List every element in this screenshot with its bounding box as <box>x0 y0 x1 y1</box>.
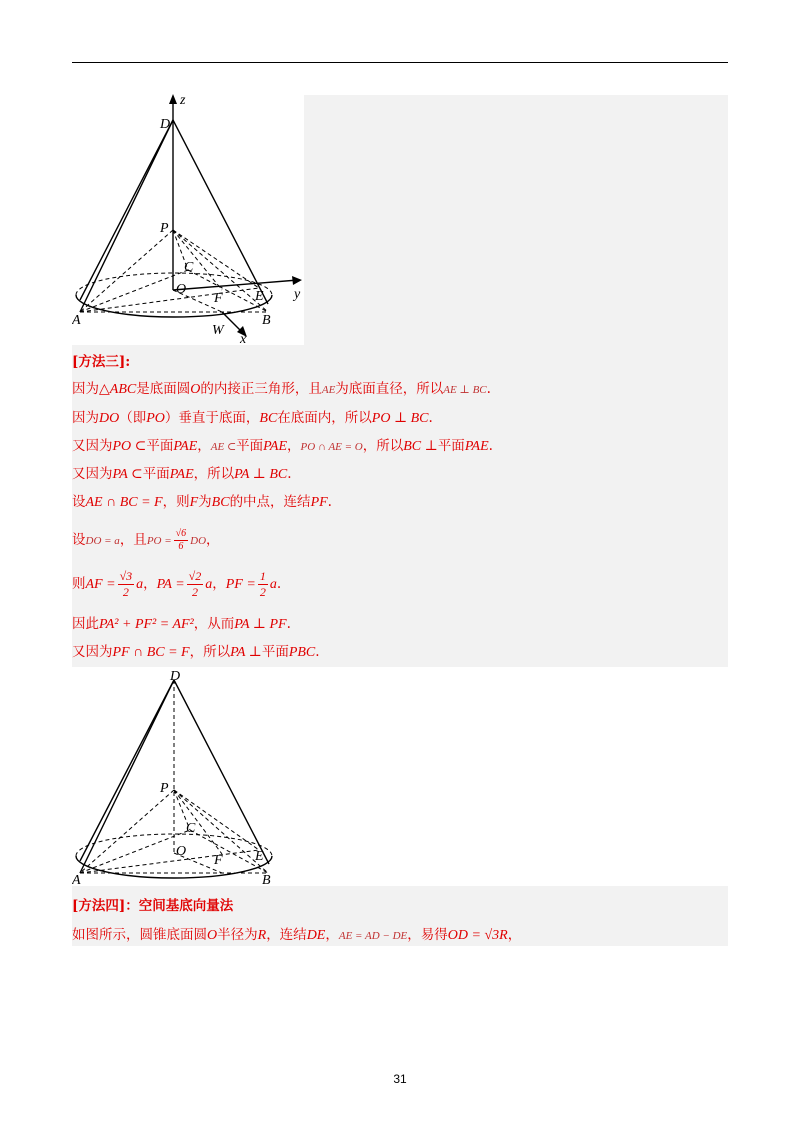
label-P-2: P <box>160 781 169 796</box>
label-y: y <box>294 287 301 302</box>
label-W: W <box>212 323 224 338</box>
label-z: z <box>180 93 186 108</box>
method3-line6: 设DO = a，且PO = $\frac{√6}{6}$ DO， <box>72 528 220 552</box>
fraction-1-over-2: $\frac{1}{2}$ <box>259 569 266 599</box>
y-arrow-icon <box>292 276 302 285</box>
label-D: D <box>160 117 171 132</box>
method4-line1: 如图所示，圆锥底面圆O半径为R，连结DE，AE = AD − DE，易得OD = √3R， <box>72 927 522 943</box>
header-rule <box>72 62 728 63</box>
label-A-2: A <box>72 873 81 886</box>
label-O-2: O <box>176 844 187 859</box>
method3-line9: 又因为PF ∩ BC = F，所以PA ⊥平面PBC. <box>72 644 320 660</box>
method3-line7: 则AF = $\frac{√3}{2}$ a，PA = $\frac{√2}{2}$ a，PF = $\frac{1}{2}$ a. <box>72 569 282 599</box>
label-F: F <box>214 291 223 306</box>
method3-line5: 设AE ∩ BC = F，则F为BC的中点，连结PF. <box>72 494 332 510</box>
method4-heading: [方法四]：空间基底向量法 <box>72 898 234 914</box>
method3-line3: 又因为PO ⊂平面PAE，AE ⊂平面PAE，PO ∩ AE = O，所以BC ⊥平面PAE. <box>72 438 493 454</box>
label-A: A <box>72 313 81 328</box>
label-x: x <box>240 332 247 345</box>
label-E-2: E <box>255 849 264 864</box>
method3-line4: 又因为PA ⊂平面PAE，所以PA ⊥ BC. <box>72 466 292 482</box>
label-P: P <box>160 221 169 236</box>
cone-figure-coordinates <box>72 90 304 345</box>
fraction-sqrt3-over-2: $\frac{√3}{2}$ <box>119 569 133 599</box>
label-O: O <box>176 282 187 297</box>
label-E: E <box>255 289 264 304</box>
label-C-2: C <box>186 821 196 836</box>
method3-line2: 因为DO（即PO）垂直于底面，BC在底面内，所以PO ⊥ BC. <box>72 410 433 426</box>
method3-line8: 因此PA² + PF² = AF²，从而PA ⊥ PF. <box>72 616 291 632</box>
label-B: B <box>262 313 271 328</box>
label-C: C <box>184 260 194 275</box>
fraction-sqrt6-over-6: $\frac{√6}{6}$ <box>175 528 187 552</box>
fraction-sqrt2-over-2: $\frac{√2}{2}$ <box>188 569 202 599</box>
label-F-2: F <box>214 853 223 868</box>
method3-line1: 因为△ABC是底面圆O的内接正三角形，且AE为底面直径，所以AE ⊥ BC. <box>72 381 491 397</box>
z-arrow-icon <box>169 94 177 104</box>
method3-heading: [方法三]: <box>72 354 131 370</box>
cone-figure-plain <box>72 668 280 886</box>
page-number: 31 <box>393 1072 407 1086</box>
label-D-2: D <box>170 669 181 684</box>
label-B-2: B <box>262 873 271 886</box>
